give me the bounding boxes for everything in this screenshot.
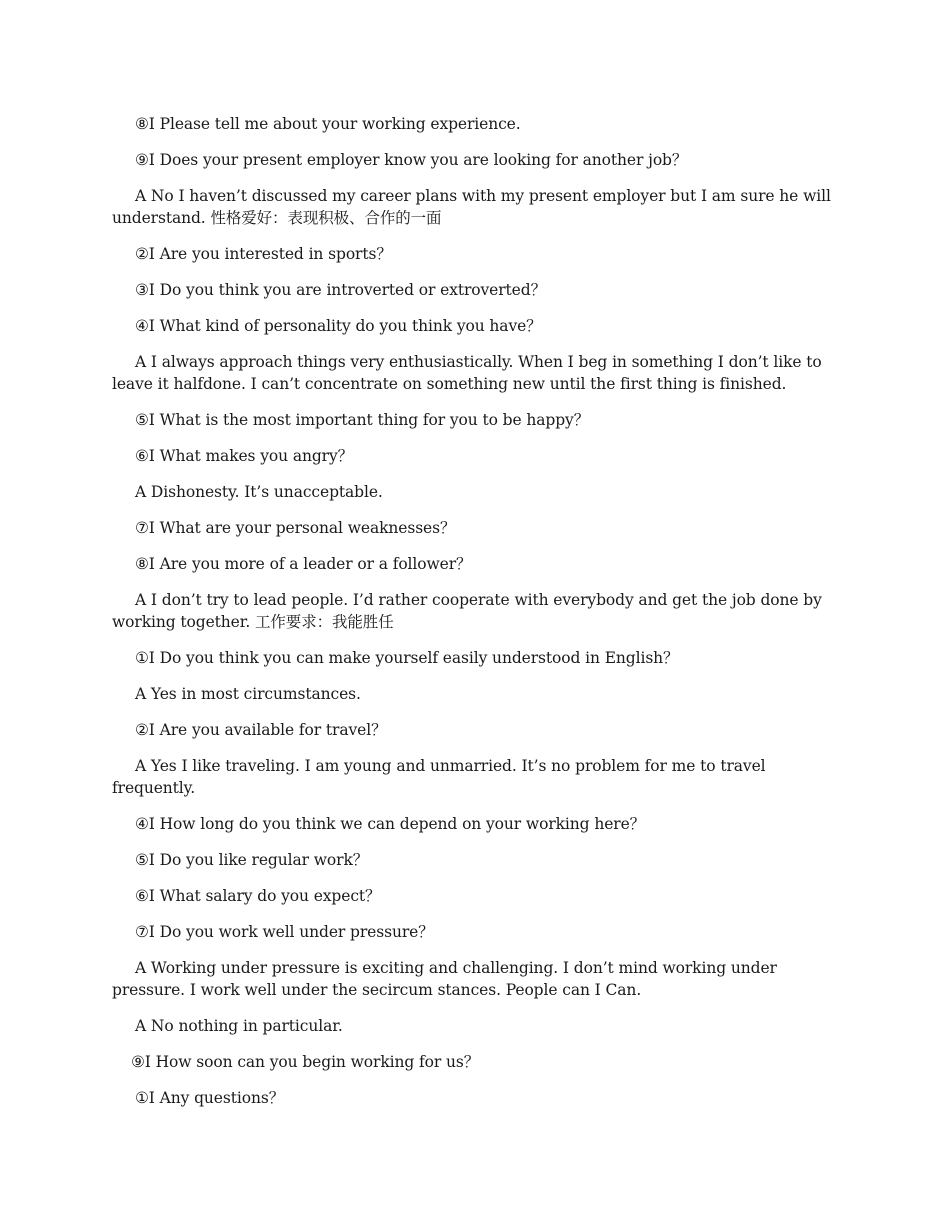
question-paragraph: ⑤I What is the most important thing for you to be happy？ [135, 411, 590, 429]
answer-paragraph: A No nothing in particular. [135, 1017, 343, 1035]
question-paragraph: ⑧I Please tell me about your working experience. [135, 115, 521, 133]
question-paragraph: ⑦I What are your personal weaknesses？ [135, 519, 456, 537]
document-body [112, 113, 834, 1123]
question-paragraph: ⑤I Do you like regular work？ [135, 851, 369, 869]
question-paragraph: ⑨I Does your present employer know you are looking for another job？ [135, 151, 688, 169]
answer-paragraph: A Yes in most circumstances. [135, 685, 361, 703]
answer-paragraph: A I don’t try to lead people. I’d rather cooperate with everybody and get the job done by working together. 工作要求：我能胜任 [112, 591, 822, 631]
question-paragraph: ②I Are you interested in sports？ [135, 245, 392, 263]
question-paragraph: ④I What kind of personality do you think you have？ [135, 317, 542, 335]
answer-paragraph: A I always approach things very enthusiastically. When I beg in something I don’t like to leave it halfdone. I can’t concentrate on something new until the first thing is finished. [112, 353, 822, 393]
answer-paragraph: A Yes I like traveling. I am young and unmarried. It’s no problem for me to travel frequently. [112, 757, 766, 797]
question-paragraph: ④I How long do you think we can depend on your working here？ [135, 815, 646, 833]
question-paragraph: ⑧I Are you more of a leader or a follower？ [135, 555, 472, 573]
question-paragraph: ⑦I Do you work well under pressure？ [135, 923, 434, 941]
question-paragraph: ⑨I How soon can you begin working for us？ [131, 1053, 480, 1071]
question-paragraph: ③I Do you think you are introverted or extroverted？ [135, 281, 546, 299]
question-paragraph: ⑥I What makes you angry？ [135, 447, 354, 465]
question-paragraph: ⑥I What salary do you expect？ [135, 887, 381, 905]
answer-paragraph: A Dishonesty. It’s unacceptable. [135, 483, 383, 501]
answer-paragraph: A No I haven’t discussed my career plans with my present employer but I am sure he will understand. 性格爱好：表现积极、合作的一面 [112, 187, 831, 227]
answer-paragraph: A Working under pressure is exciting and challenging. I don’t mind working under pressure. I work well under the secircum stances. People can I Can. [112, 959, 777, 999]
question-paragraph: ②I Are you available for travel？ [135, 721, 387, 739]
question-paragraph: ①I Any questions？ [135, 1089, 285, 1107]
question-paragraph: ①I Do you think you can make yourself easily understood in English？ [135, 649, 679, 667]
